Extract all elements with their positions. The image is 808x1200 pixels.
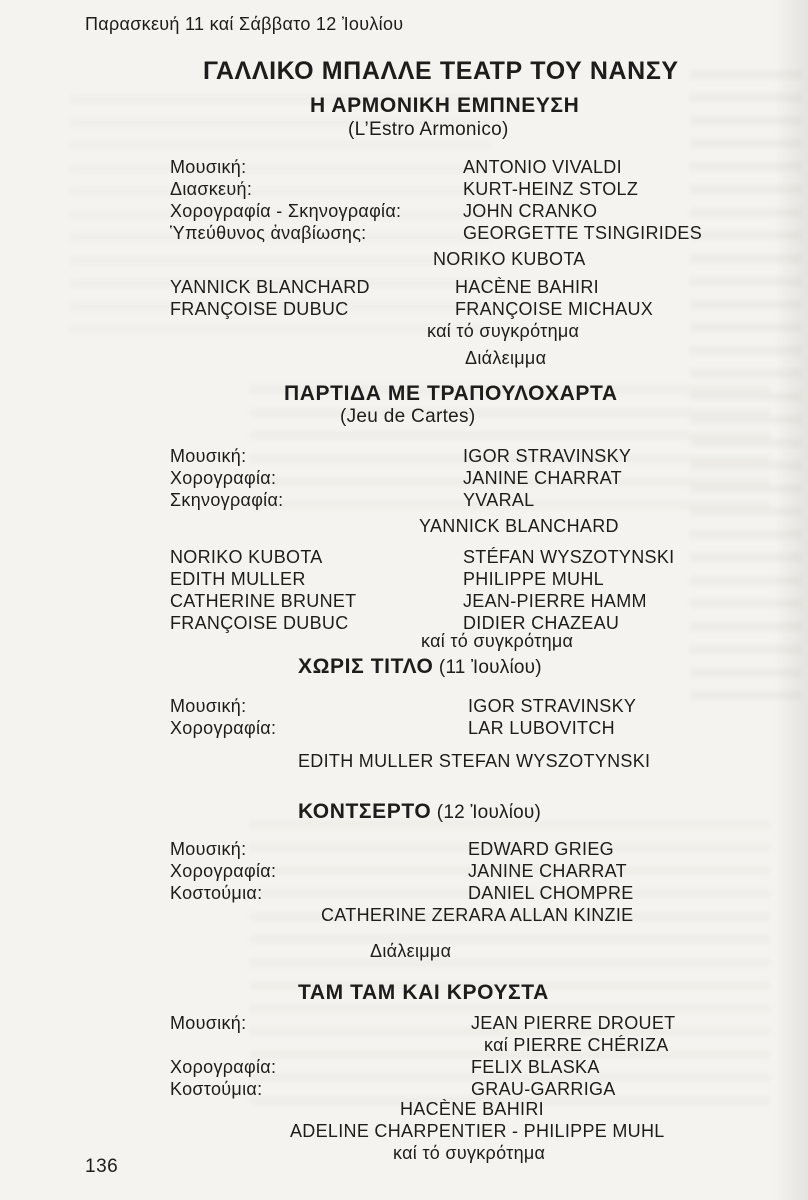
- credit-label: Μουσική:: [170, 1013, 247, 1033]
- intermission-label: Διάλειμμα: [370, 941, 452, 961]
- bleedthrough-texture: [690, 70, 802, 710]
- credit-label: Κοστούμια:: [170, 883, 263, 903]
- credit-value: LAR LUBOVITCH: [468, 718, 615, 738]
- work-title-date-note: (12 Ἰουλίου): [431, 802, 542, 823]
- credit-value: YVARAL: [463, 490, 535, 510]
- ensemble-note: καί τό συγκρότημα: [421, 631, 574, 651]
- cast-name: YANNICK BLANCHARD: [419, 516, 619, 536]
- work-subtitle-estro: (L’Estro Armonico): [348, 119, 509, 140]
- credit-value: GRAU-GARRIGA: [471, 1079, 616, 1099]
- work-subtitle-jeu: (Jeu de Cartes): [340, 406, 476, 427]
- cast-name: FRANÇOISE DUBUC: [170, 613, 349, 633]
- credit-value: IGOR STRAVINSKY: [463, 446, 632, 466]
- credit-label: Διασκευή:: [170, 179, 253, 199]
- cast-name: STÉFAN WYSZOTYNSKI: [463, 547, 675, 567]
- cast-name: HACÈNE BAHIRI: [400, 1099, 544, 1119]
- company-title: ΓΑΛΛΙΚΟ ΜΠΑΛΛΕ ΤΕΑΤΡ ΤΟΥ ΝΑΝΣΥ: [203, 57, 679, 85]
- credit-label: Χορογραφία:: [170, 468, 277, 488]
- cast-name: NORIKO KUBOTA: [170, 547, 323, 567]
- credit-label: Ὑπεύθυνος ἀναβίωσης:: [170, 223, 367, 243]
- credit-value: IGOR STRAVINSKY: [468, 696, 637, 716]
- cast-name: YANNICK BLANCHARD: [170, 277, 370, 297]
- ensemble-note: καί τό συγκρότημα: [393, 1143, 546, 1163]
- credit-label: Μουσική:: [170, 696, 247, 716]
- work-title-jeu: ΠΑΡΤΙΔΑ ΜΕ ΤΡΑΠΟΥΛΟΧΑΡΤΑ: [284, 382, 618, 405]
- credit-label: Μουσική:: [170, 839, 247, 859]
- cast-name: EDITH MULLER: [170, 569, 306, 589]
- cast-name: CATHERINE BRUNET: [170, 591, 357, 611]
- ensemble-note: καί τό συγκρότημα: [427, 321, 580, 341]
- credit-label: Χορογραφία:: [170, 861, 277, 881]
- credit-label: Μουσική:: [170, 446, 247, 466]
- cast-name: DIDIER CHAZEAU: [463, 613, 620, 633]
- credit-value: ANTONIO VIVALDI: [463, 157, 622, 177]
- credit-label: Κοστούμια:: [170, 1079, 263, 1099]
- cast-name: HACÈNE BAHIRI: [455, 277, 599, 297]
- cast-name: EDITH MULLER STEFAN WYSZOTYNSKI: [298, 751, 651, 771]
- intermission-label: Διάλειμμα: [465, 348, 547, 368]
- work-title-text: ΚΟΝΤΣΕΡΤΟ: [298, 800, 432, 823]
- cast-name: JEAN-PIERRE HAMM: [463, 591, 647, 611]
- work-title-tamtam: ΤΑΜ ΤΑΜ ΚΑΙ ΚΡΟΥΣΤΑ: [298, 981, 549, 1004]
- work-title-estro: Η ΑΡΜΟΝΙΚΗ ΕΜΠΝΕΥΣΗ: [310, 94, 580, 117]
- credit-value: καί PIERRE CHÉRIZA: [484, 1035, 669, 1055]
- work-title-date-note: (11 Ἰουλίου): [433, 657, 542, 678]
- cast-name: PHILIPPE MUHL: [463, 569, 604, 589]
- cast-name: CATHERINE ZERARA ALLAN KINZIE: [321, 905, 634, 925]
- credit-value: EDWARD GRIEG: [468, 839, 614, 859]
- cast-name: FRANÇOISE MICHAUX: [455, 299, 654, 319]
- credit-value: DANIEL CHOMPRE: [468, 883, 634, 903]
- work-title-untitled: [298, 654, 542, 680]
- cast-name: NORIKO KUBOTA: [433, 249, 586, 269]
- credit-label: Χορογραφία:: [170, 1057, 277, 1077]
- work-title-concerto: [298, 799, 541, 825]
- credit-value: JEAN PIERRE DROUET: [471, 1013, 676, 1033]
- credit-value: GEORGETTE TSINGIRIDES: [463, 223, 702, 243]
- credit-label: Σκηνογραφία:: [170, 490, 284, 510]
- credit-label: Μουσική:: [170, 157, 247, 177]
- credit-label: Χορογραφία - Σκηνογραφία:: [170, 201, 402, 221]
- credit-value: JANINE CHARRAT: [463, 468, 622, 488]
- credit-value: JANINE CHARRAT: [468, 861, 627, 881]
- date-header: Παρασκευή 11 καί Σάββατο 12 Ἰουλίου: [85, 14, 404, 34]
- cast-name: ADELINE CHARPENTIER - PHILIPPE MUHL: [290, 1121, 665, 1141]
- scan-edge-shade: [774, 0, 808, 1200]
- credit-value: FELIX BLASKA: [471, 1057, 600, 1077]
- credit-value: KURT-HEINZ STOLZ: [463, 179, 639, 199]
- cast-name: FRANÇOISE DUBUC: [170, 299, 349, 319]
- credit-value: JOHN CRANKO: [463, 201, 598, 221]
- page-number: 136: [85, 1156, 119, 1177]
- work-title-text: ΧΩΡΙΣ ΤΙΤΛΟ: [298, 655, 434, 678]
- credit-label: Χορογραφία:: [170, 718, 277, 738]
